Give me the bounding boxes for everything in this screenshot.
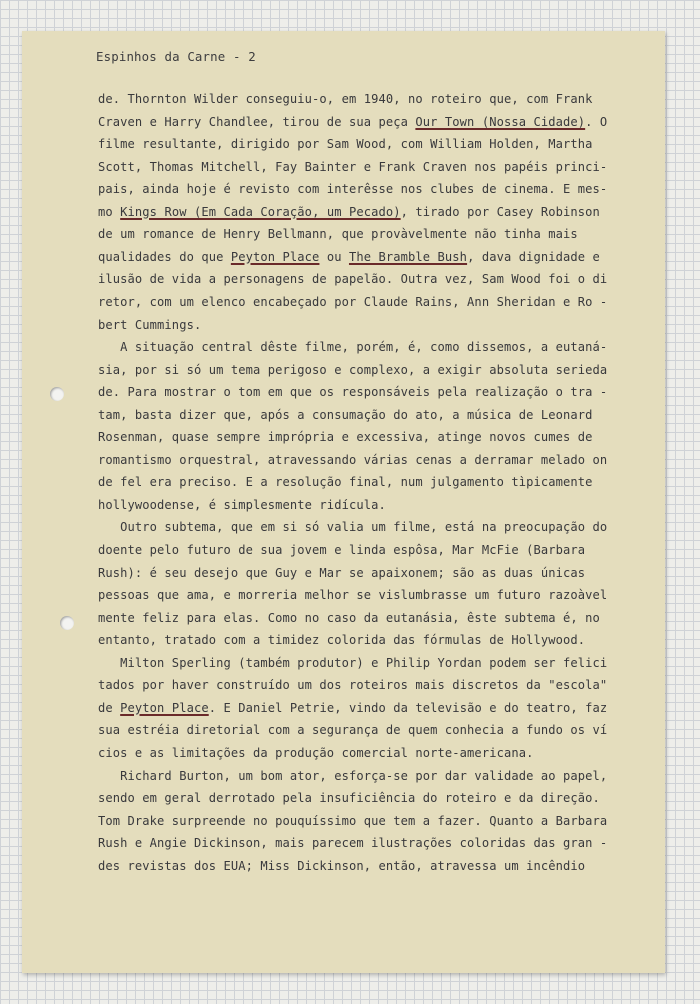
text-line <box>98 723 607 737</box>
underlined-title: The Bramble Bush <box>348 249 468 264</box>
text-line <box>98 498 386 512</box>
text-line <box>98 746 533 760</box>
line-text: Rush): é seu desejo que Guy e Mar se apaixonem; são as duas únicas <box>98 565 586 580</box>
text-line <box>98 588 607 602</box>
line-text: bert Cummings. <box>98 317 202 332</box>
line-text: Rush e Angie Dickinson, mais parecem ilustrações coloridas das gran - <box>98 836 608 851</box>
text-line <box>98 859 585 873</box>
text-line <box>98 836 607 850</box>
line-text: sua estréia diretorial com a segurança de quem conhecia a fundo os ví <box>98 723 608 738</box>
line-text: cios e as limitações da produção comercial norte-americana. <box>98 745 534 760</box>
text-line <box>98 475 593 489</box>
text-line <box>98 656 607 670</box>
text-line <box>98 633 585 647</box>
text-line <box>98 791 600 805</box>
page-header: Espinhos da Carne - 2 <box>96 49 256 64</box>
line-text: , dava dignidade e <box>467 249 600 264</box>
line-text: ou <box>319 249 349 264</box>
text-line <box>98 92 593 106</box>
text-line <box>98 430 593 444</box>
line-text: pais, ainda hoje é revisto com interêsse nos clubes de cinema. E mes- <box>98 182 608 197</box>
line-text: de um romance de Henry Bellmann, que provàvelmente não tinha mais <box>98 227 578 242</box>
underlined-title: Kings Row (Em Cada Coração, um Pecado) <box>120 204 401 219</box>
underlined-title: Our Town (Nossa Cidade) <box>415 114 586 129</box>
text-line <box>98 227 578 241</box>
line-text: . O <box>585 114 608 129</box>
text-line <box>98 115 607 129</box>
punch-hole <box>60 616 74 630</box>
text-line <box>98 701 607 715</box>
text-line <box>98 566 585 580</box>
text-line <box>98 611 600 625</box>
text-line <box>98 272 607 286</box>
line-text: Outro subtema, que em si só valia um filme, está na preocupação do <box>98 520 608 535</box>
line-text: de. Thornton Wilder conseguiu-o, em 1940, no roteiro que, com Frank <box>98 92 593 106</box>
line-text: Tom Drake surpreende no pouquíssimo que tem a fazer. Quanto a Barbara <box>98 813 608 828</box>
line-text: mente feliz para elas. Como no caso da eutanásia, êste subtema é, no <box>98 610 600 625</box>
text-line <box>98 543 585 557</box>
line-text: Craven e Harry Chandlee, tirou de sua peça <box>98 114 416 129</box>
text-line <box>98 205 600 219</box>
line-text: entanto, tratado com a timidez colorida das fórmulas de Hollywood. <box>98 633 586 648</box>
line-text: . E Daniel Petrie, vindo da televisão e do teatro, faz <box>208 700 608 715</box>
text-line <box>98 340 607 354</box>
line-text: Scott, Thomas Mitchell, Fay Bainter e Frank Craven nos papéis princi- <box>98 159 608 174</box>
line-text: retor, com um elenco encabeçado por Claude Rains, Ann Sheridan e Ro - <box>98 294 608 309</box>
line-text: des revistas dos EUA; Miss Dickinson, então, atravessa um incêndio <box>98 858 586 873</box>
line-text: de fel era preciso. E a resolução final, num julgamento tìpicamente <box>98 475 593 490</box>
line-text: tam, basta dizer que, após a consumação do ato, a música de Leonard <box>98 407 593 422</box>
punch-hole <box>50 387 64 401</box>
line-text: Richard Burton, um bom ator, esforça-se por dar validade ao papel, <box>98 768 608 783</box>
line-text: pessoas que ama, e morreria melhor se vislumbrasse um futuro razoàvel <box>98 588 608 603</box>
text-line <box>98 520 607 534</box>
underlined-title: Peyton Place <box>230 249 320 264</box>
text-line <box>98 678 607 692</box>
line-text: mo <box>98 204 121 219</box>
text-line <box>98 408 593 422</box>
line-text: doente pelo futuro de sua jovem e linda espôsa, Mar McFie (Barbara <box>98 543 586 557</box>
line-text: Milton Sperling (também produtor) e Philip Yordan podem ser felici <box>98 655 608 670</box>
line-text: Rosenman, quase sempre imprópria e excessiva, atinge novos cumes de <box>98 430 593 445</box>
line-text: hollywoodense, é simplesmente ridícula. <box>98 497 386 512</box>
text-line <box>98 385 607 399</box>
typed-page <box>22 31 665 973</box>
text-line <box>98 295 607 309</box>
line-text: de. Para mostrar o tom em que os responsáveis pela realização o tra - <box>98 385 608 400</box>
line-text: sendo em geral derrotado pela insuficiência do roteiro e da direção. <box>98 791 600 806</box>
text-line <box>98 814 607 828</box>
line-text: A situação central dêste filme, porém, é, como dissemos, a eutaná- <box>98 340 608 355</box>
line-text: qualidades do que <box>98 249 231 264</box>
text-line <box>98 137 593 151</box>
text-line <box>98 769 607 783</box>
line-text: , tirado por Casey Robinson <box>400 204 600 219</box>
text-line <box>98 250 600 264</box>
line-text: de <box>98 700 121 715</box>
text-line <box>98 363 607 377</box>
line-text: filme resultante, dirigido por Sam Wood, com William Holden, Martha <box>98 137 593 152</box>
text-line <box>98 182 607 196</box>
text-line <box>98 318 201 332</box>
line-text: sia, por si só um tema perigoso e complexo, a exigir absoluta serieda <box>98 362 608 377</box>
line-text: romantismo orquestral, atravessando várias cenas a derramar melado on <box>98 452 608 467</box>
line-text: ilusão de vida a personagens de papelão. Outra vez, Sam Wood foi o di <box>98 272 608 287</box>
underlined-title: Peyton Place <box>120 700 209 715</box>
text-line <box>98 453 607 467</box>
text-line <box>98 160 607 174</box>
line-text: tados por haver construído um dos roteiros mais discretos da "escola" <box>98 678 608 693</box>
